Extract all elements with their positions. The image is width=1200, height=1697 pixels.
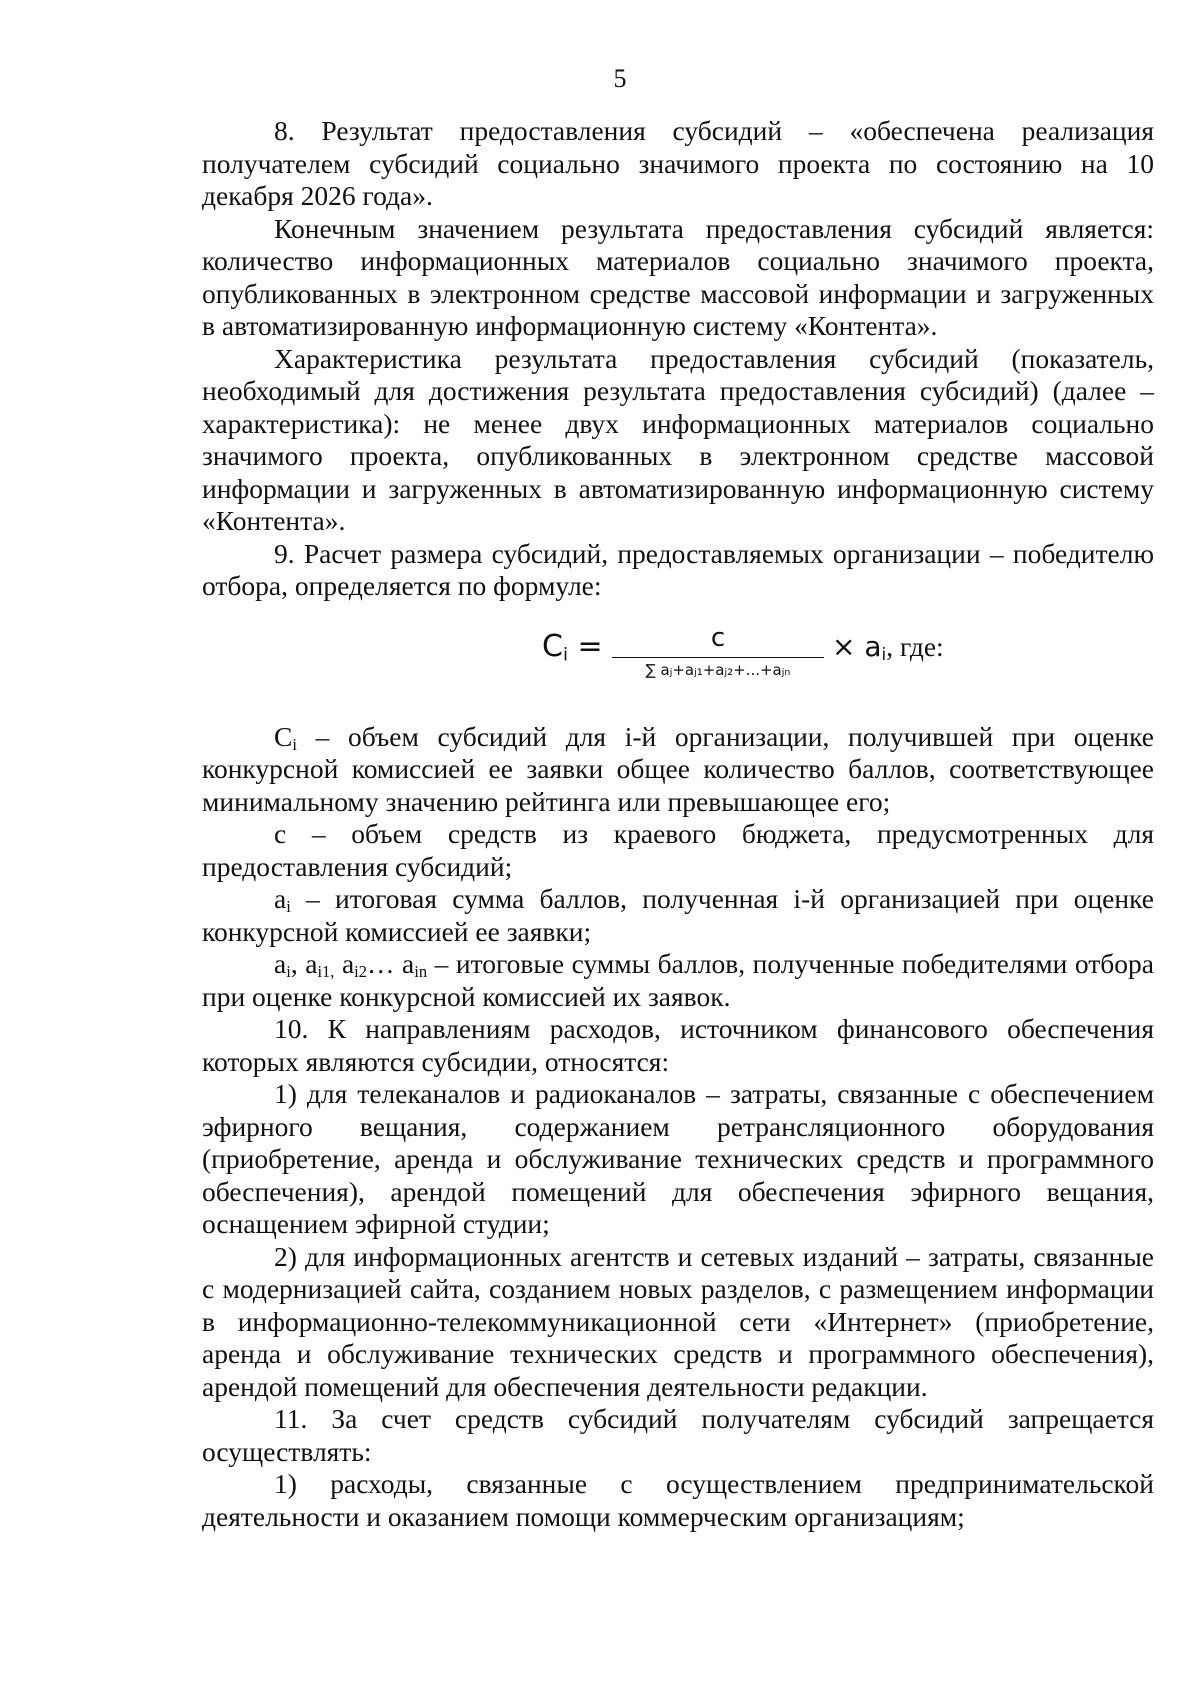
paragraph-9-calculation: 9. Расчет размера субсидий, предоставляемых организации – победителю отбора, определяется по формуле: [202, 537, 1154, 601]
page-number: 5 [613, 64, 627, 93]
formula-rhs: × $a_i$, где: [832, 629, 944, 664]
definition-ai: $a_i$ – итоговая сумма баллов, полученная i-й организацией при оценке конкурсной комиссией ее заявки; [202, 883, 1154, 947]
document-body [202, 115, 1154, 1533]
definition-ci: $C_i$ – объем субсидий для i-й организации, получившей при оценке конкурсной комиссией ее заявки общее количество баллов, соответствующее минимальному значению рейтинга или превышающее его; [202, 720, 1154, 817]
paragraph-characteristic: Характеристика результата предоставления субсидий (показатель, необходимый для достижения результата предоставления субсидий) (далее – характеристика): не менее двух информационных материалов социально значимого проекта, опубликованных в электронном средстве массовой информации и загруженных в автоматизированную информационную систему «Контента». [202, 342, 1154, 536]
paragraph-10-expenses: 10. К направлениям расходов, источником финансового обеспечения которых являются субсидии, относятся: [202, 1013, 1154, 1077]
formula-denominator: ∑ aⱼ+aⱼ₁+aⱼ₂+...+aⱼₙ [645, 660, 791, 679]
subsidy-formula [202, 603, 1154, 721]
formula-lhs: $C_i$ = [542, 628, 603, 665]
paragraph-10-item-1: 1) для телеканалов и радиоканалов – затраты, связанные с обеспечением эфирного вещания, содержанием ретрансляционного оборудования (приобретение, аренда и обслуживание технических средств и программного обеспечения), арендой помещений для обеспечения эфирного вещания, оснащением эфирной студии; [202, 1078, 1154, 1239]
definition-a-series: $a_i$, $a_{i1,}$ $a_{i2}\dots$ $a_{in}$ – итоговые суммы баллов, полученные победителями отбора при оценке конкурсной комиссией их заявок. [202, 948, 1154, 1012]
paragraph-11-prohibited: 11. За счет средств субсидий получателям субсидий запрещается осуществлять: [202, 1403, 1154, 1467]
formula-numerator: c [710, 622, 726, 653]
paragraph-8-result: 8. Результат предоставления субсидий – «обеспечена реализация получателем субсидий социально значимого проекта по состоянию на 10 декабря 2026 года». [202, 115, 1154, 211]
paragraph-final-value: Конечным значением результата предоставления субсидий является: количество информационных материалов социально значимого проекта, опубликованных в электронном средстве массовой информации и загруженных в автоматизированную информационную систему «Контента». [202, 212, 1154, 341]
paragraph-11-item-1: 1) расходы, связанные с осуществлением предпринимательской деятельности и оказанием помощи коммерческим организациям; [202, 1468, 1154, 1532]
paragraph-10-item-2: 2) для информационных агентств и сетевых изданий – затраты, связанные с модернизацией сайта, созданием новых разделов, с размещением информации в информационно-телекоммуникационной сети «Интернет» (приобретение, аренда и обслуживание технических средств и программного обеспечения), арендой помещений для обеспечения деятельности редакции. [202, 1240, 1154, 1402]
definition-c: c – объем средств из краевого бюджета, предусмотренных для предоставления субсидий; [202, 818, 1154, 882]
formula-fraction [612, 623, 824, 682]
